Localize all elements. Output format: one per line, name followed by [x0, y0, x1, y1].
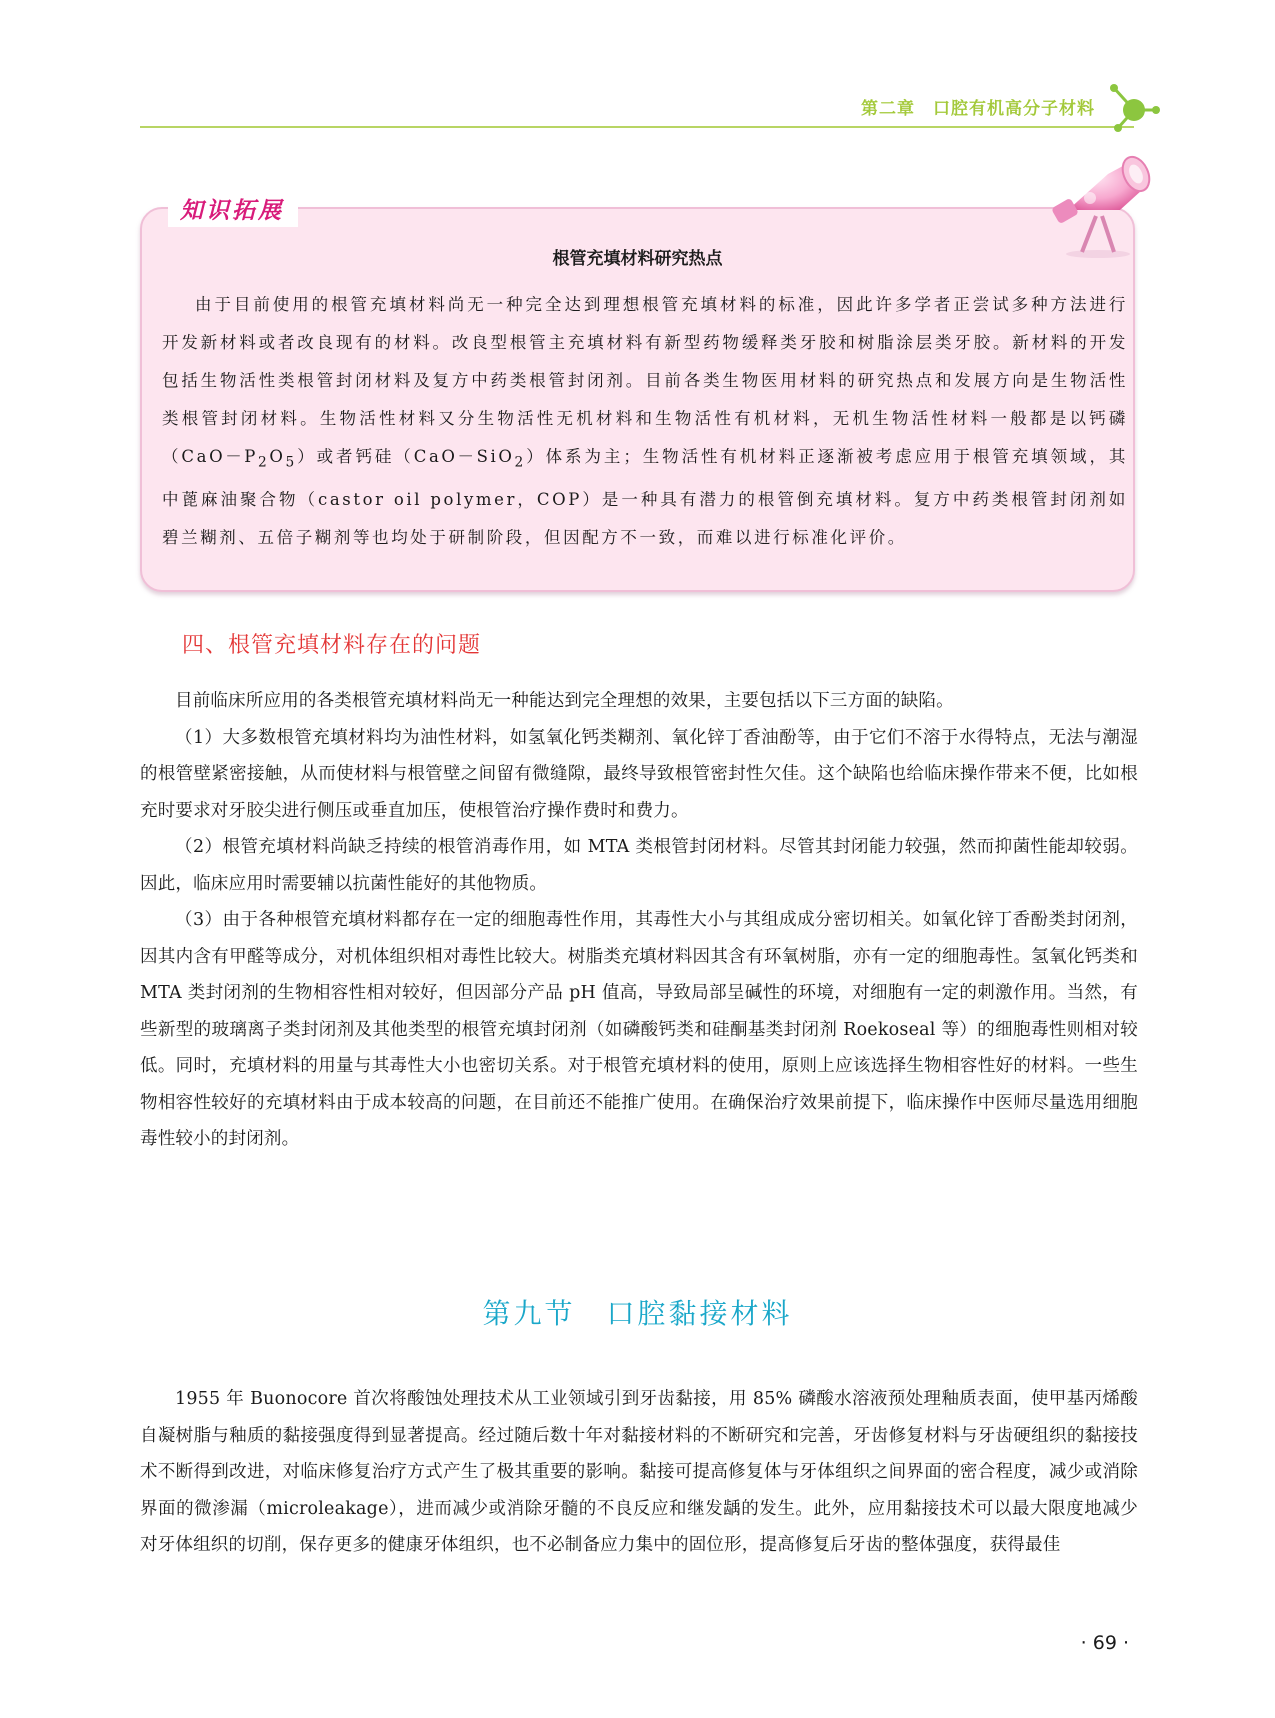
formula-oxygen: O [269, 447, 286, 466]
paragraph-defect-2: （2）根管充填材料尚缺乏持续的根管消毒作用，如 MTA 类根管封闭材料。尽管其封闭能力较强，然而抑菌性能却较弱。因此，临床应用时需要辅以抗菌性能好的其他物质。 [140, 837, 1138, 894]
chapter-paragraph: 1955 年 Buonocore 首次将酸蚀处理技术从工业领域引到牙齿黏接，用 85% 磷酸水溶液预处理釉质表面，使甲基丙烯酸自凝树脂与釉质的黏接强度得到显著提高。经过随后数十年对黏接材料的不断研究和完善，牙齿修复材料与牙齿硬组织的黏接技术不断得到改进，对临床修复治疗方式产生了极其重要的影响。黏接可提高修复体与牙体组织之间界面的密合程度，减少或消除界面的微渗漏（microleakage），进而减少或消除牙髓的不良反应和继发龋的发生。此外，应用黏接技术可以最大限度地减少对牙体组织的切削，保存更多的健康牙体组织，也不必制备应力集中的固位形，提高修复后牙齿的整体强度，获得最佳 [140, 1389, 1138, 1555]
chapter-header-title: 第二章 口腔有机高分子材料 [861, 99, 1095, 119]
kb-body-part-2: ）或者钙硅（CaO－SiO [296, 447, 515, 466]
running-header [0, 0, 1275, 140]
kb-body-part-1: 由于目前使用的根管充填材料尚无一种完全达到理想根管充填材料的标准，因此许多学者正尝试多种方法进行开发新材料或者改良现有的材料。改良型根管主充填材料有新型药物缓释类牙胶和树脂涂层类牙胶。新材料的开发包括生物活性类根管封闭材料及复方中药类根管封闭剂。目前各类生物医用材料的研究热点和发展方向是生物活性类根管封闭材料。生物活性材料又分生物活性无机材料和生物活性有机材料，无机生物活性材料一般都是以钙磷（CaO－P [162, 295, 1128, 466]
header-rule [140, 126, 1134, 128]
section-heading: 四、根管充填材料存在的问题 [182, 633, 482, 658]
paragraph-defect-1: （1）大多数根管充填材料均为油性材料，如氢氧化钙类糊剂、氧化锌丁香油酚等，由于它们不溶于水得特点，无法与潮湿的根管壁紧密接触，从而使材料与根管壁之间留有微缝隙，最终导致根管密封性欠佳。这个缺陷也给临床操作带来不便，比如根充时要求对牙胶尖进行侧压或垂直加压，使根管治疗操作费时和费力。 [140, 727, 1138, 821]
molecule-icon [1104, 80, 1164, 138]
subscript-2: 2 [258, 454, 270, 471]
knowledge-box-title: 根管充填材料研究热点 [552, 249, 723, 269]
paragraph-intro: 目前临床所应用的各类根管充填材料尚无一种能达到完全理想的效果，主要包括以下三方面的缺陷。 [175, 691, 954, 711]
page-number: · 69 · [1080, 1632, 1129, 1654]
knowledge-box-body [162, 286, 1128, 557]
kb-body-part-3: ）体系为主；生物活性有机材料正逐渐被考虑应用于根管充填领域，其中蓖麻油聚合物（castor oil polymer，COP）是一种具有潜力的根管倒充填材料。复方中药类根管封闭剂如碧兰糊剂、五倍子糊剂等也均处于研制阶段，但因配方不一致，而难以进行标准化评价。 [162, 447, 1128, 548]
chapter-heading: 第九节 口腔黏接材料 [482, 1297, 793, 1330]
paragraph-defect-3: （3）由于各种根管充填材料都存在一定的细胞毒性作用，其毒性大小与其组成成分密切相关。如氧化锌丁香酚类封闭剂，因其内含有甲醛等成分，对机体组织相对毒性比较大。树脂类充填材料因其含有环氧树脂，亦有一定的细胞毒性。氢氧化钙类和 MTA 类封闭剂的生物相容性相对较好，但因部分产品 pH 值高，导致局部呈碱性的环境，对细胞有一定的刺激作用。当然，有些新型的玻璃离子类封闭剂及其他类型的根管充填封闭剂（如磷酸钙类和硅酮基类封闭剂 Roekoseal 等）的细胞毒性则相对较低。同时，充填材料的用量与其毒性大小也密切关系。对于根管充填材料的使用，原则上应该选择生物相容性好的材料。一些生物相容性较好的充填材料由于成本较高的问题，在目前还不能推广使用。在确保治疗效果前提下，临床操作中医师尽量选用细胞毒性较小的封闭剂。 [140, 910, 1138, 1149]
subscript-2-sio: 2 [514, 454, 526, 471]
knowledge-badge: 知识拓展 [168, 190, 298, 227]
subscript-5: 5 [285, 454, 297, 471]
section-body [140, 683, 1138, 1158]
